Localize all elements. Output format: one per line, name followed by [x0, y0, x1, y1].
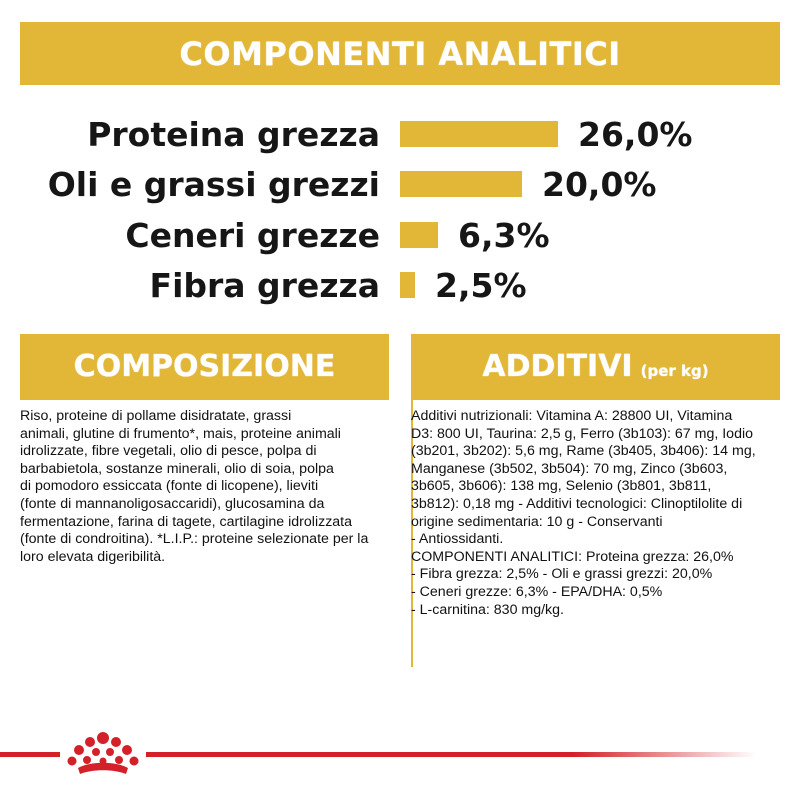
footer-red-line-right	[146, 752, 756, 757]
additives-banner	[411, 334, 780, 398]
analytics-label: Ceneri grezze	[125, 216, 380, 255]
composition-title: COMPOSIZIONE	[73, 348, 336, 384]
analytics-label: Fibra grezza	[149, 266, 380, 305]
analytics-row	[0, 110, 800, 160]
analytics-bar	[400, 272, 415, 298]
analytics-label: Proteina grezza	[87, 115, 380, 154]
analytics-value: 2,5%	[435, 266, 527, 305]
analytics-value: 20,0%	[542, 165, 657, 204]
additives-text: Additivi nutrizionali: Vitamina A: 28800 UI, Vitamina D3: 800 UI, Taurina: 2,5 g, Ferro (3b103): 67 mg, Iodio (3b201, 3b202): 5,6 mg, Rame (3b405, 3b406): 14 mg, Manganese (3b502, 3b504): 70 mg, Zinco (3b603, 3b605, 3b606): 138 mg, Selenio (3b801, 3b811, 3b812): 0,18 mg - Additivi tecnologici: Clinoptilolite di origine sedimentaria: 10 g - Conservanti - Antiossidanti. COMPONENTI ANALITICI: Proteina grezza: 26,0% - Fibra grezza: 2,5% - Oli e grassi grezzi: 20,0% - Ceneri grezze: 6,3% - EPA/DHA: 0,5% - L-carnitina: 830 mg/kg.	[411, 408, 756, 618]
composition-text: Riso, proteine di pollame disidratate, grassi animali, glutine di frumento*, mais, proteine animali idrolizzate, fibre vegetali, olio di pesce, polpa di barbabietola, sostanze minerali, olio di soia, polpa di pomodoro essiccata (fonte di licopene), lieviti (fonte di mannanoligosaccaridi), glucosamina da fermentazione, farina di tagete, cartilagine idrolizzata (fonte di condroitina). *L.I.P.: proteine selezionate per la loro elevata digeribilità.	[20, 408, 369, 565]
analytics-label: Oli e grassi grezzi	[47, 165, 380, 204]
composition-banner	[20, 334, 389, 398]
footer-red-line-left	[0, 752, 60, 757]
additives-divider	[411, 397, 780, 400]
analytics-value: 26,0%	[578, 115, 693, 154]
analytics-title-banner	[20, 22, 780, 85]
analytics-row	[0, 160, 800, 210]
additives-title: ADDITIVI	[482, 348, 633, 384]
additives-subtitle: (per kg)	[640, 362, 709, 380]
analytics-title: COMPONENTI ANALITICI	[179, 34, 621, 73]
analytics-row	[0, 211, 800, 261]
analytics-row	[0, 261, 800, 311]
royal-canin-crown-icon	[60, 728, 146, 780]
composition-divider	[20, 397, 389, 400]
analytics-bar	[400, 222, 438, 248]
analytics-value: 6,3%	[458, 216, 550, 255]
analytics-bar	[400, 171, 522, 197]
analytics-bar	[400, 121, 558, 147]
